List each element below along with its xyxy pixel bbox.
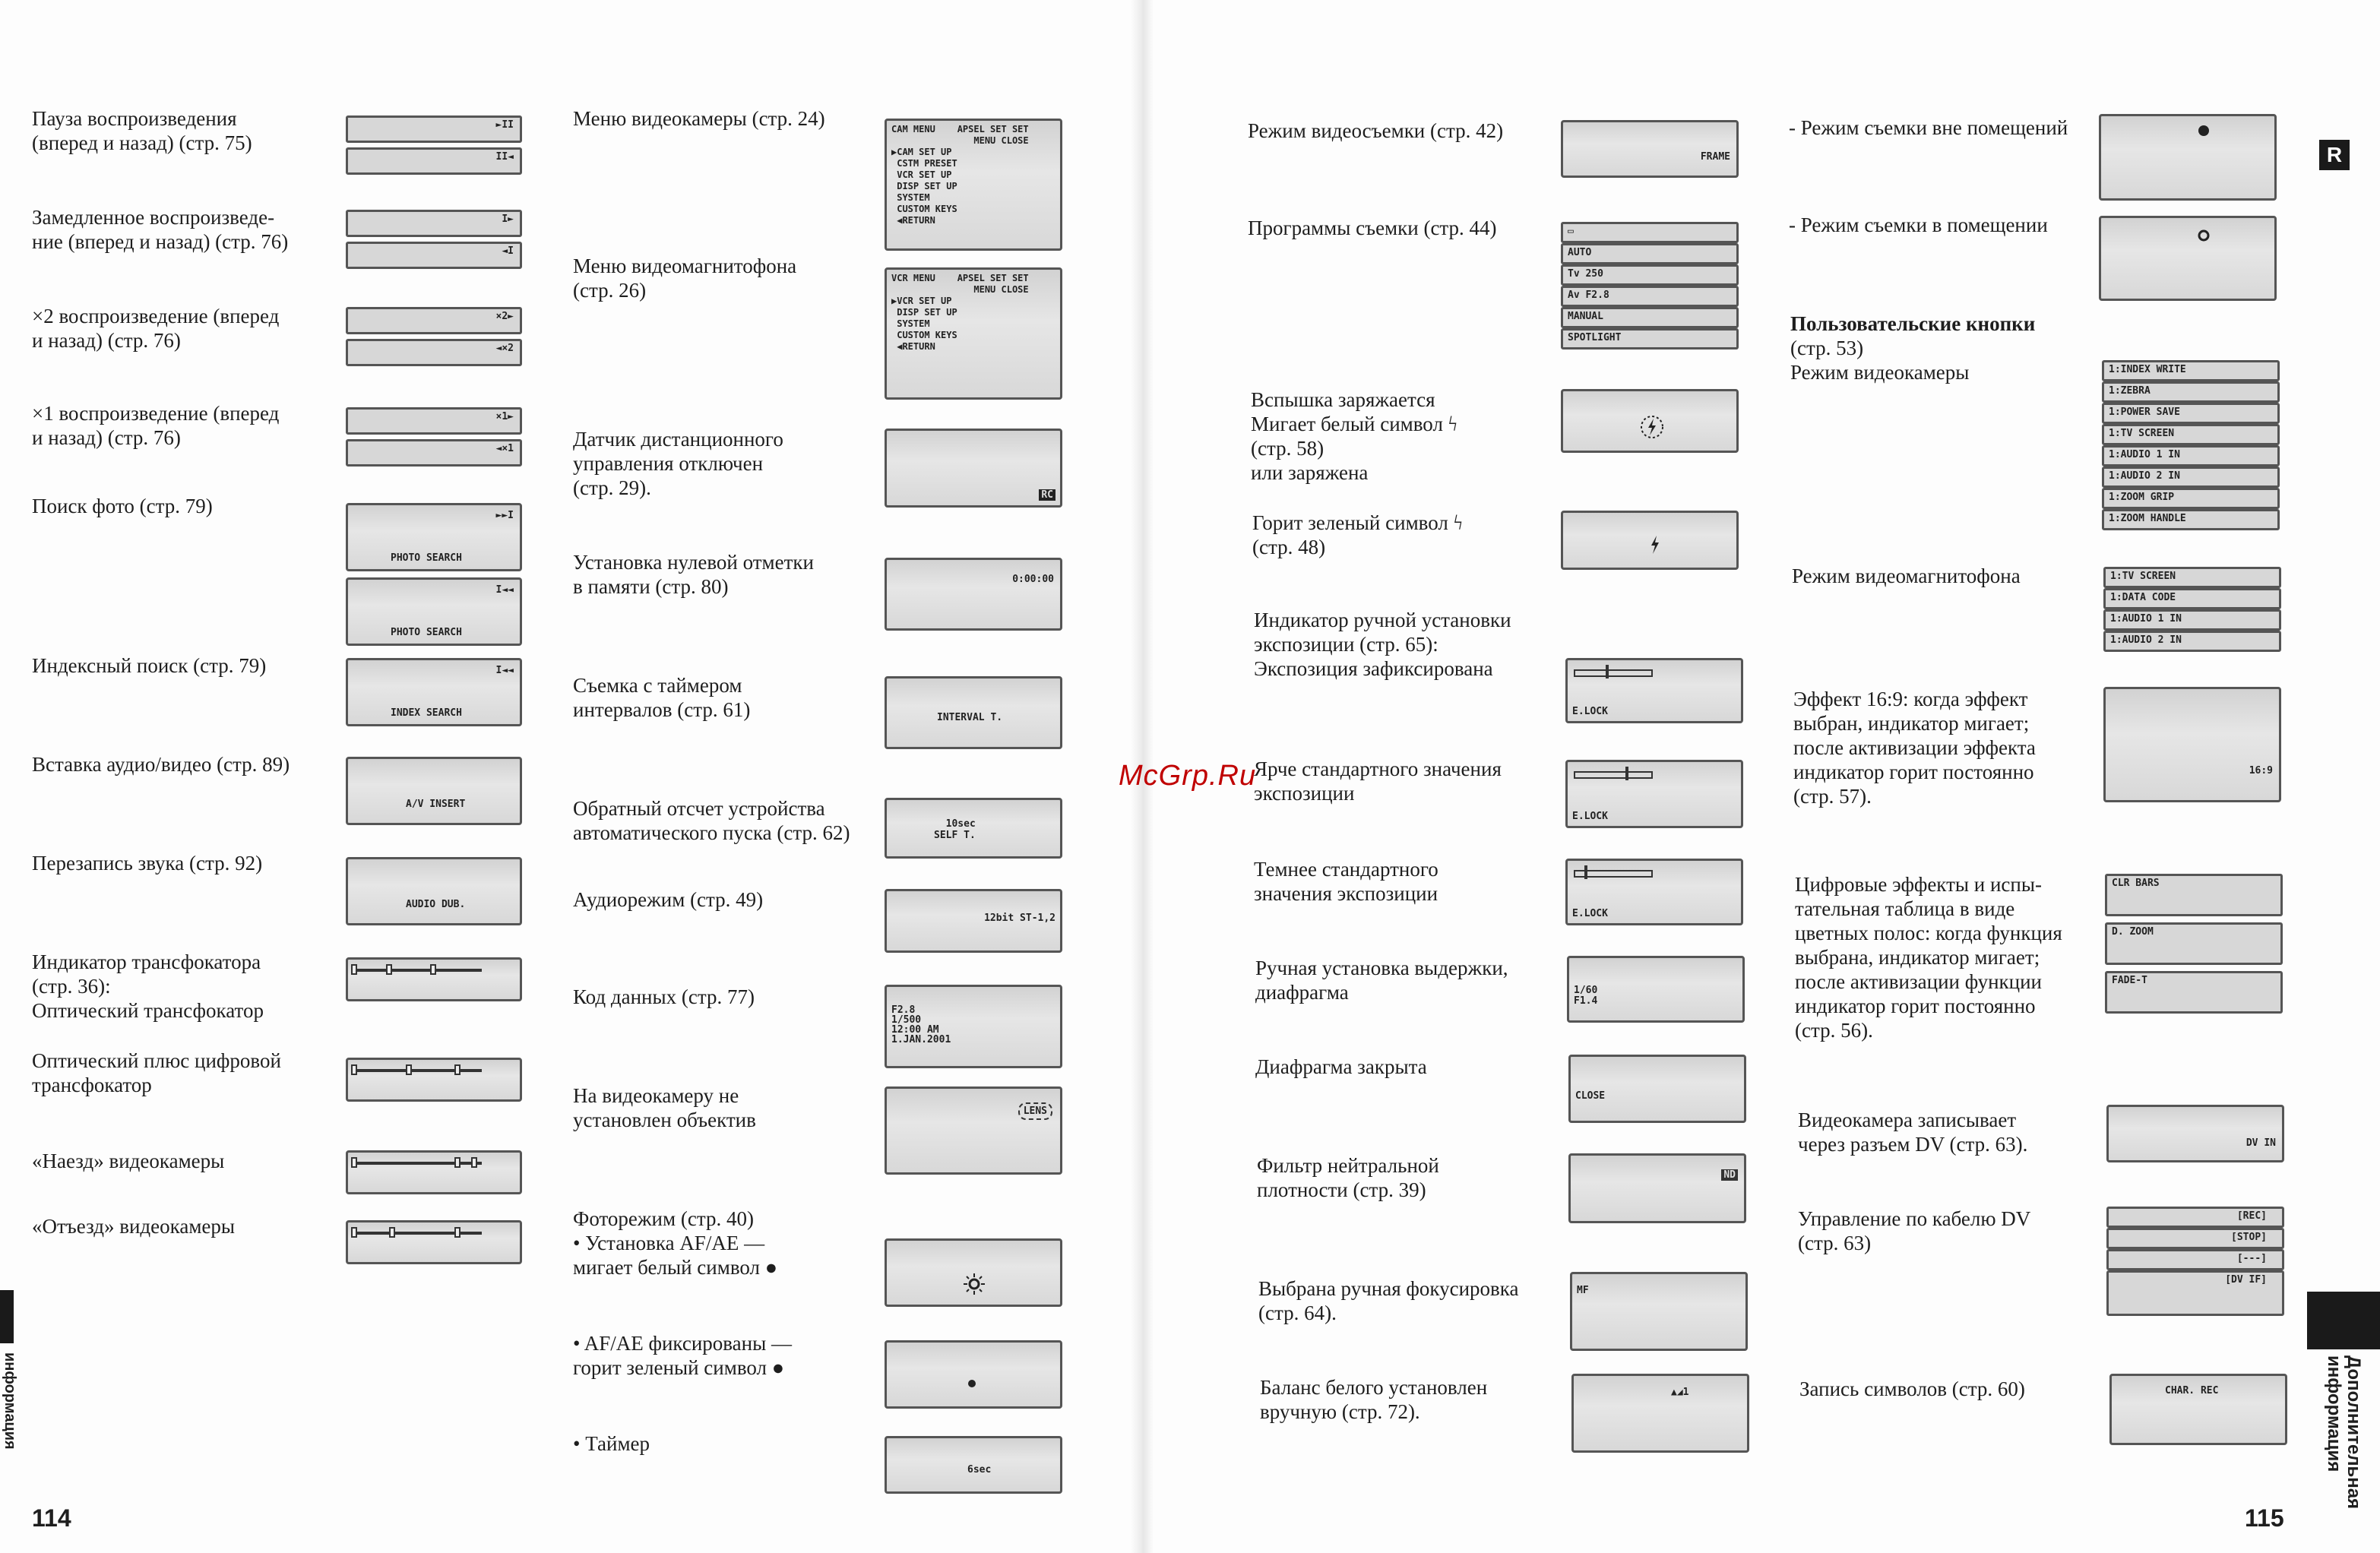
program-ae-item: MANUAL	[1561, 307, 1739, 328]
custom-key-item: 1:DATA CODE	[2103, 588, 2281, 609]
zoom-bar-zoom-out	[346, 1220, 522, 1264]
label-brighter-exposure: Ярче стандартного значения экспозиции	[1254, 758, 1502, 805]
program-ae-item: ▭	[1561, 222, 1739, 243]
zoom-bar-zoom-in	[346, 1150, 522, 1194]
label-zero-set-memory: Установка нулевой отметки в памяти (стр. 80)	[573, 551, 814, 598]
display-flash-ready	[1561, 511, 1739, 570]
label-vcr-menu: Меню видеомагнитофона (стр. 26)	[573, 255, 797, 302]
label-flash-charging: Вспышка заряжается Мигает белый символ ϟ (стр. 58) или заряжена	[1251, 388, 1457, 484]
label-x1-playback: ×1 воспроизведение (вперед и назад) (стр. 76)	[32, 402, 280, 449]
display-zero-set: 0:00:00	[885, 558, 1062, 631]
label-shutter-aperture: Ручная установка выдержки, диафрагма	[1255, 957, 1508, 1004]
display-camera-menu: CAM MENU APSEL SET SET MENU CLOSE ▶CAM SET UP CSTM PRESET VCR SET UP DISP SET UP SYSTEM CUSTOM KEYS ◀RETURN	[885, 119, 1062, 251]
display-af-ae-locked	[885, 1340, 1062, 1409]
display-pause-rev: II◄	[346, 147, 522, 175]
custom-keys-title: Пользовательские кнопки	[1790, 312, 2036, 335]
display-self-timer: 10sec SELF T.	[885, 798, 1062, 859]
label-interval-timer: Съемка с таймером интервалов (стр. 61)	[573, 674, 751, 721]
label-aperture-closed: Диафрагма закрыта	[1255, 1055, 1427, 1078]
digital-effect-item: D. ZOOM	[2105, 922, 2283, 965]
label-af-ae-locked: • AF/AE фиксированы — горит зеленый символ ●	[573, 1332, 793, 1379]
program-ae-item: SPOTLIGHT	[1561, 328, 1739, 350]
custom-key-item: 1:TV SCREEN	[2102, 424, 2280, 445]
display-pause-fwd: ►II	[346, 115, 522, 143]
af-ae-locked-icon	[966, 1377, 978, 1390]
custom-key-item: 1:AUDIO 2 IN	[2103, 631, 2281, 652]
display-indoor	[2099, 216, 2277, 301]
display-timer: 6sec	[885, 1436, 1062, 1494]
program-ae-item: Tv 250	[1561, 264, 1739, 286]
label-zoom-indicator: Индикатор трансфокатора (стр. 36): Оптический трансфокатор	[32, 950, 264, 1022]
label-manual-exposure: Индикатор ручной установки экспозиции (стр. 65): Экспозиция зафиксирована	[1254, 609, 1511, 680]
custom-key-item: 1:ZOOM HANDLE	[2102, 509, 2280, 530]
label-av-insert: Вставка аудио/видео (стр. 89)	[32, 753, 290, 776]
display-no-lens: LENS	[885, 1086, 1062, 1175]
label-indoor-mode: - Режим съемки в помещении	[1789, 213, 2048, 236]
display-nd-filter: ND	[1568, 1153, 1746, 1223]
program-ae-item: Av F2.8	[1561, 286, 1739, 307]
label-white-balance: Баланс белого установлен вручную (стр. 72).	[1260, 1376, 1488, 1423]
label-wide-169: Эффект 16:9: когда эффект выбран, индикатор мигает; после активизации эффекта индикатор горит постоянно (стр. 57).	[1793, 688, 2036, 808]
dv-control-item: [---]	[2106, 1249, 2284, 1270]
display-af-ae-flashing	[885, 1238, 1062, 1307]
display-aperture-close: CLOSE	[1568, 1055, 1746, 1123]
label-photo-search: Поиск фото (стр. 79)	[32, 495, 213, 517]
digital-effect-item: FADE-T	[2105, 971, 2283, 1014]
label-data-code: Код данных (стр. 77)	[573, 985, 755, 1008]
display-shutter-aperture: 1/60 F1.4	[1567, 956, 1745, 1023]
label-audio-dub: Перезапись звука (стр. 92)	[32, 852, 263, 875]
label-recording-mode: Режим видеосъемки (стр. 42)	[1248, 119, 1504, 142]
custom-key-item: 1:INDEX WRITE	[2102, 360, 2280, 381]
flash-charging-icon	[1639, 414, 1665, 440]
zoom-bar-optical	[346, 957, 522, 1001]
dv-control-item: [REC]	[2106, 1207, 2284, 1228]
label-custom-keys	[1790, 312, 2035, 384]
display-manual-focus: MF	[1570, 1272, 1748, 1351]
display-data-code: F2.8 1/500 12:00 AM 1.JAN.2001	[885, 985, 1062, 1068]
outdoor-sun-icon	[2197, 124, 2211, 138]
digital-effect-item: CLR BARS	[2105, 874, 2283, 916]
display-interval-timer: INTERVAL T.	[885, 676, 1062, 749]
display-x2-fwd: ×2►	[346, 307, 522, 334]
display-photo-search-rev: I◄◄ PHOTO SEARCH	[346, 577, 522, 646]
dv-control-item: [STOP]	[2106, 1228, 2284, 1249]
left-side-tab-text: информация	[2, 1352, 18, 1450]
label-program-ae: Программы съемки (стр. 44)	[1248, 217, 1497, 239]
label-pause-playback: Пауза воспроизведения (вперед и назад) (стр. 75)	[32, 107, 252, 154]
indoor-bulb-icon	[2197, 229, 2211, 242]
display-vcr-menu: VCR MENU APSEL SET SET MENU CLOSE ▶VCR SET UP DISP SET UP SYSTEM CUSTOM KEYS ◀RETURN	[885, 267, 1062, 400]
label-outdoor-mode: - Режим съемки вне помещений	[1789, 116, 2068, 139]
display-audio-dub: AUDIO DUB.	[346, 857, 522, 925]
label-flash-ready: Горит зеленый символ ϟ (стр. 48)	[1252, 511, 1463, 558]
label-zoom-in: «Наезд» видеокамеры	[32, 1150, 225, 1172]
label-digital-effects: Цифровые эффекты и испы- тательная таблица в виде цветных полос: когда функция выбрана, индикатор мигает; после активизации функции индикатор горит постоянно (стр. 56).	[1795, 873, 2062, 1042]
display-index-search: I◄◄ INDEX SEARCH	[346, 658, 522, 726]
display-char-rec: CHAR. REC	[2109, 1374, 2287, 1445]
display-white-balance: ▲◢1	[1571, 1374, 1749, 1453]
label-manual-focus: Выбрана ручная фокусировка (стр. 64).	[1258, 1277, 1519, 1324]
display-x2-rev: ◄×2	[346, 339, 522, 366]
page-number-left: 114	[32, 1504, 71, 1532]
af-ae-flashing-icon	[963, 1273, 986, 1295]
label-audio-mode: Аудиорежим (стр. 49)	[573, 888, 764, 911]
label-photo-mode: Фоторежим (стр. 40) • Установка AF/AE — мигает белый символ ●	[573, 1207, 778, 1279]
display-wide-169: 16:9	[2103, 687, 2281, 802]
label-darker-exposure: Темнее стандартного значения экспозиции	[1254, 858, 1438, 905]
section-tab-r: R	[2319, 140, 2350, 170]
display-exposure-brighter: E.LOCK	[1565, 760, 1743, 828]
label-dv-in: Видеокамера записывает через разъем DV (стр. 63).	[1798, 1109, 2028, 1156]
zoom-bar-optical-digital	[346, 1058, 522, 1102]
label-slow-playback: Замедленное воспроизведе- ние (вперед и назад) (стр. 76)	[32, 206, 289, 253]
label-no-lens: На видеокамеру не установлен объектив	[573, 1084, 756, 1131]
display-slow-rev: ◄I	[346, 242, 522, 269]
label-index-search: Индексный поиск (стр. 79)	[32, 654, 267, 677]
label-vcr-mode: Режим видеомагнитофона	[1792, 565, 2021, 587]
watermark: McGrp.Ru	[1119, 760, 1257, 792]
label-self-timer-countdown: Обратный отсчет устройства автоматического пуска (стр. 62)	[573, 797, 850, 844]
display-outdoor	[2099, 114, 2277, 201]
right-side-tab-text: Дополнительная информация	[2324, 1355, 2364, 1510]
page-number-right: 115	[2245, 1504, 2284, 1532]
flash-ready-icon	[1650, 536, 1660, 554]
left-side-tab	[0, 1290, 14, 1343]
display-flash-charging	[1561, 389, 1739, 453]
label-char-rec: Запись символов (стр. 60)	[1799, 1377, 2025, 1400]
label-x2-playback: ×2 воспроизведение (вперед и назад) (стр. 76)	[32, 305, 280, 352]
custom-key-item: 1:ZEBRA	[2102, 381, 2280, 403]
custom-key-item: 1:TV SCREEN	[2103, 567, 2281, 588]
custom-key-item: 1:AUDIO 2 IN	[2102, 467, 2280, 488]
display-dv-in: DV IN	[2106, 1105, 2284, 1162]
display-av-insert: A/V INSERT	[346, 757, 522, 825]
label-timer: • Таймер	[573, 1432, 650, 1455]
label-camera-menu: Меню видеокамеры (стр. 24)	[573, 107, 825, 130]
right-side-tab	[2307, 1292, 2380, 1349]
display-x1-rev: ◄×1	[346, 439, 522, 467]
display-photo-search-fwd: ►►I PHOTO SEARCH	[346, 503, 522, 571]
display-x1-fwd: ×1►	[346, 407, 522, 435]
display-remote-off: RC	[885, 429, 1062, 508]
custom-key-item: 1:AUDIO 1 IN	[2103, 609, 2281, 631]
label-optical-digital-zoom: Оптический плюс цифровой трансфокатор	[32, 1049, 281, 1096]
label-dv-control: Управление по кабелю DV (стр. 63)	[1798, 1207, 2031, 1254]
custom-key-item: 1:POWER SAVE	[2102, 403, 2280, 424]
dv-control-item: [DV IF]	[2106, 1270, 2284, 1316]
display-frame: FRAME	[1561, 120, 1739, 178]
display-slow-fwd: I►	[346, 210, 522, 237]
custom-keys-subtitle: (стр. 53) Режим видеокамеры	[1790, 337, 1970, 384]
label-remote-sensor-off: Датчик дистанционного управления отключен (стр. 29).	[573, 428, 783, 499]
program-ae-item: AUTO	[1561, 243, 1739, 264]
label-nd-filter: Фильтр нейтральной плотности (стр. 39)	[1257, 1154, 1439, 1201]
display-audio-mode: 12bit ST-1,2	[885, 889, 1062, 953]
display-exposure-darker: E.LOCK	[1565, 859, 1743, 925]
custom-key-item: 1:AUDIO 1 IN	[2102, 445, 2280, 467]
display-exposure-locked: E.LOCK	[1565, 658, 1743, 723]
label-zoom-out: «Отъезд» видеокамеры	[32, 1215, 236, 1238]
custom-key-item: 1:ZOOM GRIP	[2102, 488, 2280, 509]
